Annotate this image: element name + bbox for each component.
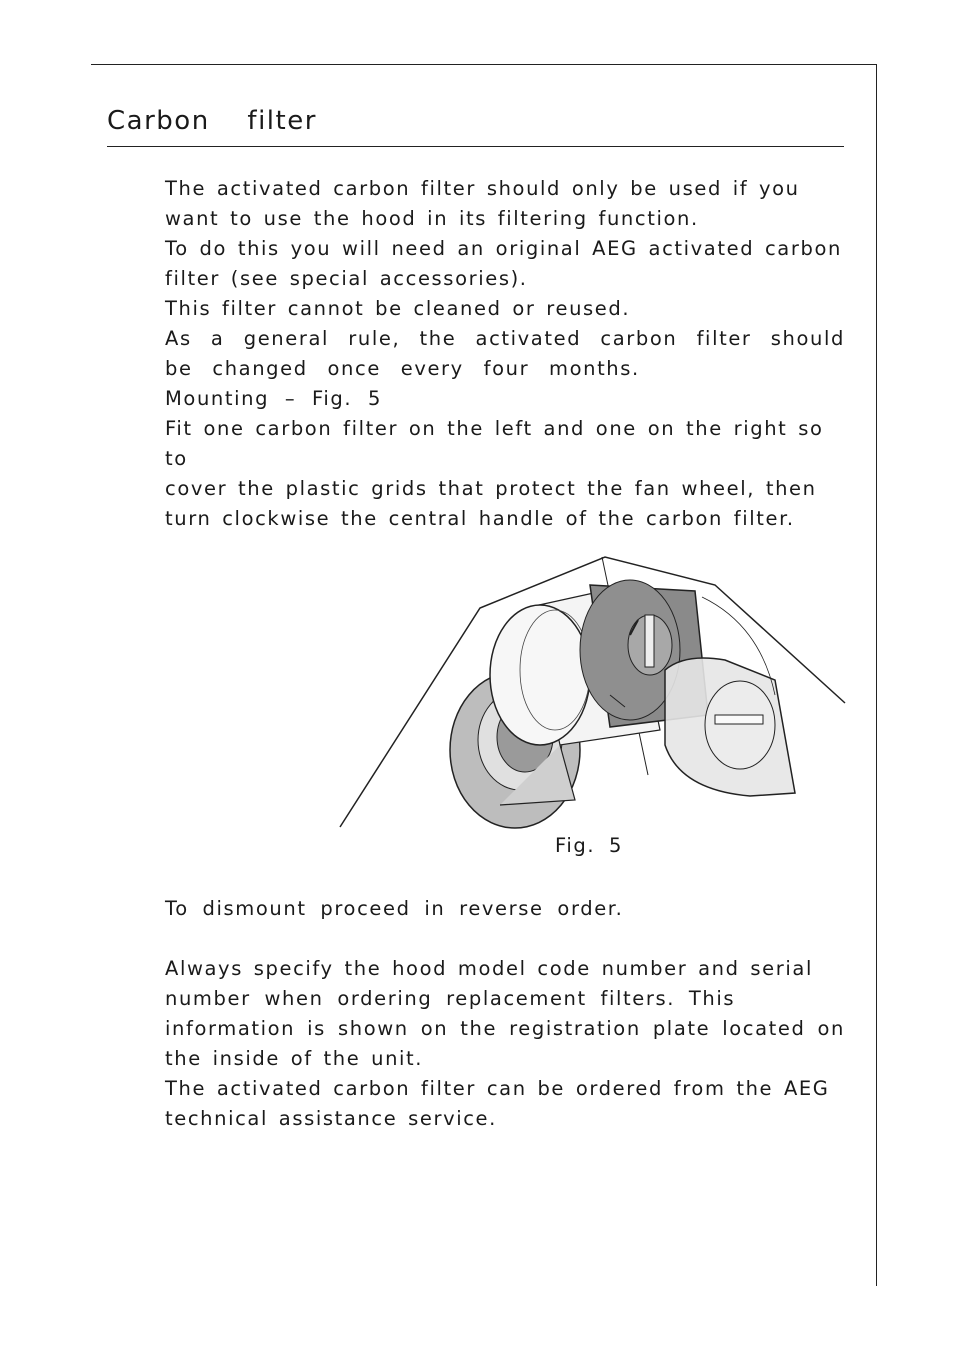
figure-caption: Fig. 5: [555, 834, 623, 857]
paragraph-line: Fit one carbon filter on the left and one on the right so to: [165, 417, 824, 470]
carbon-filter-illustration: [330, 545, 850, 835]
title-rule: [107, 146, 844, 147]
paragraph-line: As a general rule, the activated carbon filter should: [165, 327, 845, 350]
paragraph-line: want to use the hood in its filtering function.: [165, 207, 699, 230]
paragraph-line: information is shown on the registration plate located on: [165, 1017, 845, 1040]
paragraph-line: Mounting – Fig. 5: [165, 387, 383, 410]
page-frame-right: [876, 64, 877, 1286]
paragraph-line: The activated carbon filter can be ordered from the AEG: [165, 1077, 830, 1100]
page-title: Carbon filter: [107, 106, 317, 136]
paragraph-line: Always specify the hood model code number and serial: [165, 957, 813, 980]
paragraph-line: The activated carbon filter should only be used if you: [165, 177, 800, 200]
paragraph-line: technical assistance service.: [165, 1107, 497, 1130]
dismount-paragraph: [165, 894, 845, 924]
page-frame-top: [91, 64, 877, 65]
paragraph-line: This filter cannot be cleaned or reused.: [165, 297, 631, 320]
paragraph-line: cover the plastic grids that protect the fan wheel, then: [165, 477, 817, 500]
paragraph-line: be changed once every four months.: [165, 357, 640, 380]
ordering-block: [165, 954, 845, 1134]
paragraph-line: turn clockwise the central handle of the carbon filter.: [165, 507, 795, 530]
paragraph-line: filter (see special accessories).: [165, 267, 528, 290]
paragraph-line: number when ordering replacement filters. This: [165, 987, 736, 1010]
instructions-block: [165, 174, 845, 534]
paragraph-line: To dismount proceed in reverse order.: [165, 897, 624, 920]
paragraph-line: To do this you will need an original AEG activated carbon: [165, 237, 842, 260]
paragraph-line: the inside of the unit.: [165, 1047, 424, 1070]
